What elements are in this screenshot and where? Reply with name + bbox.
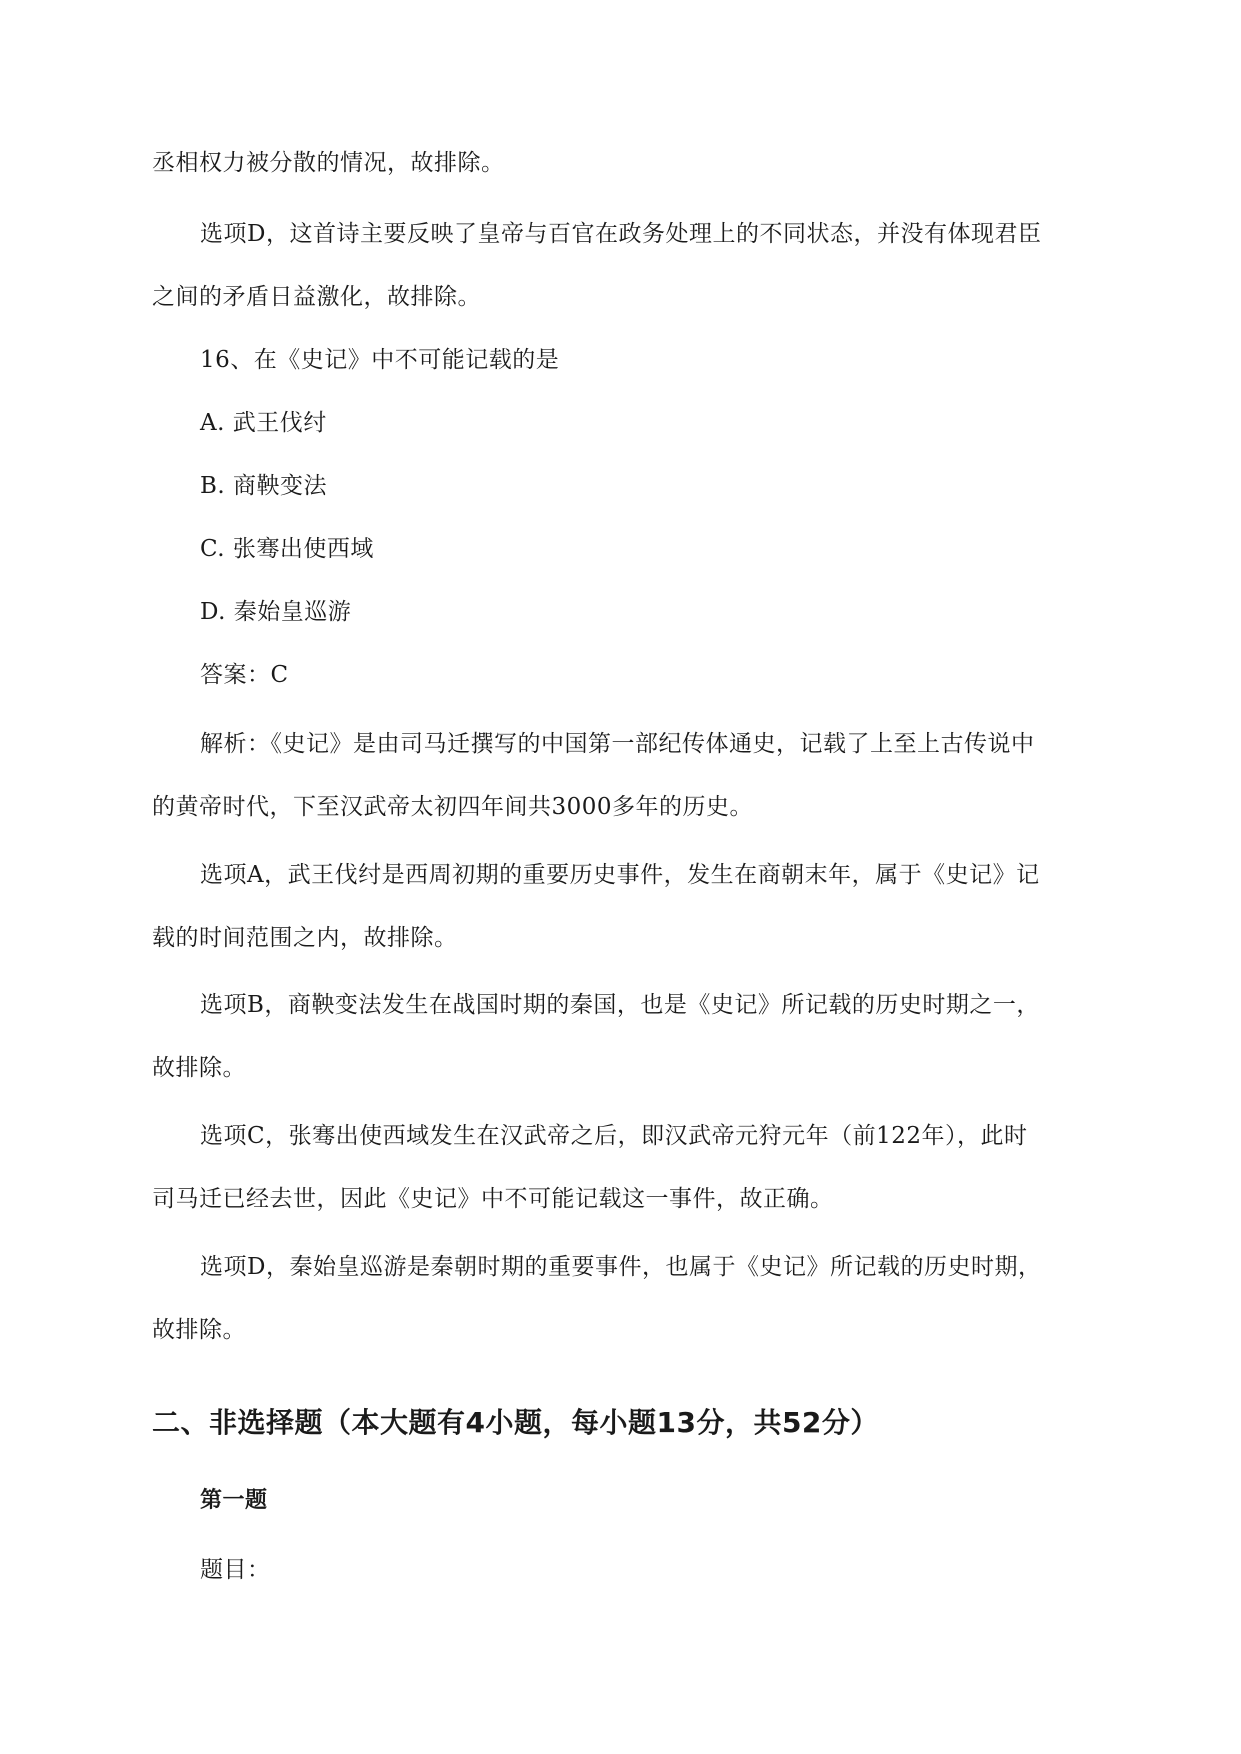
paragraph-line: 选项D，秦始皇巡游是秦朝时期的重要事件，也属于《史记》所记载的历史时期，	[200, 1254, 1042, 1280]
option-a: A. 武王伐纣	[200, 410, 327, 436]
paragraph-line: 故排除。	[152, 1055, 246, 1081]
paragraph-line: 选项C，张骞出使西域发生在汉武帝之后，即汉武帝元狩元年（前122年），此时	[200, 1123, 1028, 1149]
option-b: B. 商鞅变法	[200, 473, 328, 499]
paragraph-line: 解析：《史记》是由司马迁撰写的中国第一部纪传体通史，记载了上至上古传说中	[200, 731, 1035, 757]
paragraph-line: 丞相权力被分散的情况，故排除。	[152, 150, 505, 176]
question-label: 题目：	[200, 1557, 271, 1583]
paragraph-line: 载的时间范围之内，故排除。	[152, 925, 458, 951]
paragraph-line: 司马迁已经去世，因此《史记》中不可能记载这一事件，故正确。	[152, 1186, 834, 1212]
section-heading: 二、非选择题（本大题有4小题，每小题13分，共52分）	[152, 1406, 879, 1439]
paragraph-line: 选项D，这首诗主要反映了皇帝与百官在政务处理上的不同状态，并没有体现君臣	[200, 221, 1042, 247]
paragraph-line: 故排除。	[152, 1317, 246, 1343]
option-d: D. 秦始皇巡游	[200, 599, 352, 625]
answer-line: 答案：C	[200, 662, 289, 688]
paragraph-line: 选项A，武王伐纣是西周初期的重要历史事件，发生在商朝末年，属于《史记》记	[200, 862, 1040, 888]
question-title: 第一题	[200, 1488, 268, 1513]
paragraph-line: 的黄帝时代，下至汉武帝太初四年间共3000多年的历史。	[152, 794, 754, 820]
question-stem: 16、在《史记》中不可能记载的是	[200, 347, 560, 373]
paragraph-line: 之间的矛盾日益激化，故排除。	[152, 284, 481, 310]
paragraph-line: 选项B，商鞅变法发生在战国时期的秦国，也是《史记》所记载的历史时期之一，	[200, 992, 1040, 1018]
option-c: C. 张骞出使西域	[200, 536, 374, 562]
